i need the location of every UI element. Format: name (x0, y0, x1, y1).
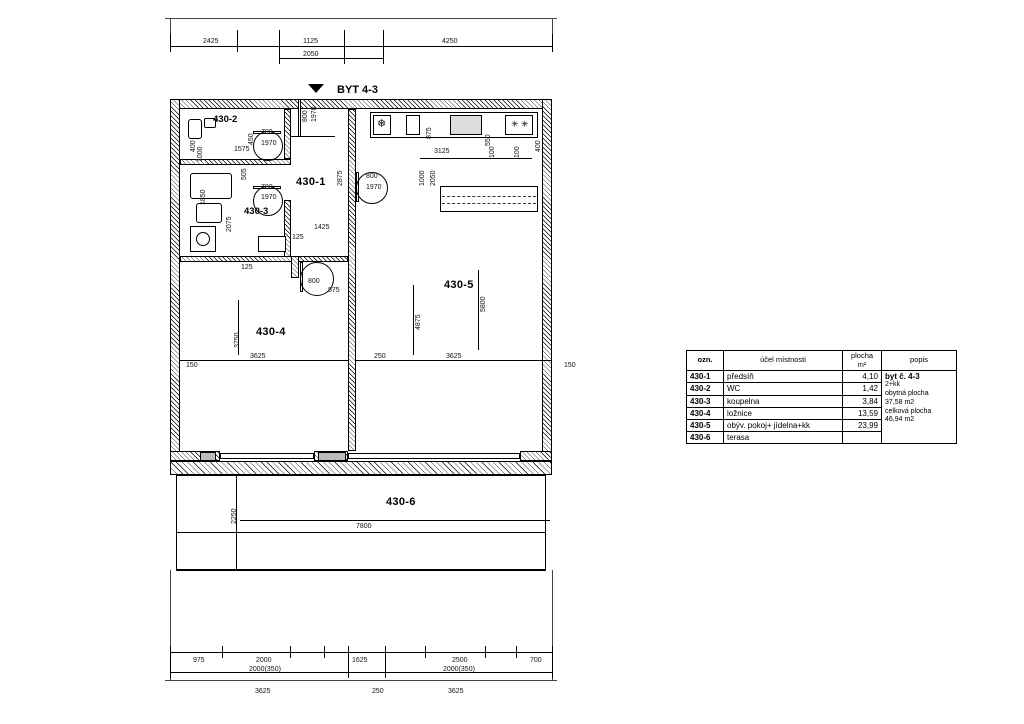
room-schedule-table (686, 350, 957, 444)
room-label-430-1: 430-1 (296, 176, 326, 188)
dimension-text: 450 (248, 133, 255, 145)
dimension-text: 7800 (356, 523, 372, 530)
row-area: 23,99 (843, 420, 882, 432)
dimension-text: 3625 (255, 688, 271, 695)
ext-line (552, 18, 553, 34)
dimension-text: 100 (514, 146, 521, 158)
dimension-text: 1000 (197, 146, 204, 162)
dim-tick (324, 646, 325, 658)
dimension-text: 2425 (203, 38, 219, 45)
dimension-text: 2075 (226, 216, 233, 232)
dimension-text: 125 (241, 264, 253, 271)
dim-tick (385, 646, 386, 678)
row-name: ložnice (724, 407, 843, 419)
dimension-text: 3625 (448, 688, 464, 695)
sink-fixture (406, 115, 420, 135)
description-title: byt č. 4-3 (885, 372, 920, 382)
dimension-text: 700 (261, 129, 273, 136)
wall-partition-vertical-main (348, 109, 356, 451)
row-area (843, 432, 882, 444)
dim-tick (383, 30, 384, 64)
dim-tick (485, 646, 486, 658)
top-dimension-line (170, 46, 552, 47)
dimension-text: 1970 (366, 184, 382, 191)
dimension-text: 1850 (200, 189, 207, 205)
wall-bedroom-top (180, 256, 348, 262)
window-glazing (348, 453, 520, 459)
dimension-text: 3625 (446, 353, 462, 360)
description-line: 46,94 m2 (885, 416, 915, 424)
sheet-line-bottom (165, 680, 557, 681)
dimension-text: 800 (366, 173, 378, 180)
dimension-text: 700 (530, 657, 542, 664)
dimension-text: 150 (186, 362, 198, 369)
row-code: 430-6 (687, 432, 724, 444)
dimension-text: 1625 (352, 657, 368, 664)
dimension-text: 3125 (434, 148, 450, 155)
bottom-dimension-line-2 (170, 672, 552, 673)
dim-witness (413, 285, 414, 355)
dimension-text: 2000 (256, 657, 272, 664)
door-swing-chord (291, 136, 335, 137)
dim-tick (348, 646, 349, 678)
dimension-text: 1125 (303, 38, 319, 45)
dim-tick (222, 646, 223, 658)
wall-top (170, 99, 552, 109)
bottom-dimension-line-1 (170, 652, 552, 653)
fridge-icon: ❄ (377, 118, 387, 130)
terrace-step (318, 452, 346, 461)
dimension-text: 125 (292, 234, 304, 241)
terrace-top-slab (170, 461, 552, 475)
terrace-edge-line (176, 570, 546, 571)
dim-line-bedroom (180, 360, 348, 361)
dimension-text: 800 (302, 110, 309, 122)
description-cell (882, 371, 957, 444)
dimension-text: 400 (535, 140, 542, 152)
dimension-text: 250 (374, 353, 386, 360)
room-label-430-2: 430-2 (213, 114, 238, 125)
island-dashed-line (442, 203, 536, 204)
window-glazing (220, 453, 314, 459)
row-name: WC (724, 383, 843, 395)
dimension-text: 5800 (480, 296, 487, 312)
table-header-row (687, 351, 957, 371)
dim-tick (237, 30, 238, 52)
dim-line-terrace (240, 520, 550, 521)
wall-bottom-right (520, 451, 552, 461)
bathtub-fixture (190, 173, 232, 199)
dim-line-living (356, 360, 552, 361)
island-dashed-line (442, 196, 536, 197)
sheet-line-top (165, 18, 557, 19)
wall-jamb (291, 256, 299, 278)
header-ozn: ozn. (687, 351, 724, 371)
header-ucel: účel místnosti (724, 351, 843, 371)
dimension-text: 2000(350) (443, 666, 475, 673)
dimension-text: 800 (308, 278, 320, 285)
dim-tick (279, 30, 280, 64)
dimension-text: 550 (485, 134, 492, 146)
wall-left (170, 99, 180, 461)
header-plocha-label: plocha (850, 351, 874, 360)
row-code: 430-2 (687, 383, 724, 395)
dim-tick (552, 646, 553, 678)
dimension-text: 150 (564, 362, 576, 369)
dimension-text: 3750 (234, 332, 241, 348)
dimension-text: 100 (489, 146, 496, 158)
room-label-430-3: 430-3 (244, 206, 269, 217)
dim-tick (170, 646, 171, 678)
row-code: 430-3 (687, 395, 724, 407)
row-area: 4,10 (843, 371, 882, 383)
hob-burners-icon: ✳ ✳ (511, 119, 529, 129)
row-code: 430-1 (687, 371, 724, 383)
description-line: 37,58 m2 (885, 398, 915, 406)
dimension-text: 2250 (231, 508, 238, 524)
row-code: 430-4 (687, 407, 724, 419)
terrace-step (200, 452, 216, 461)
dimension-text: 400 (190, 140, 197, 152)
table-row (687, 371, 957, 383)
kitchen-island (440, 186, 538, 212)
description-line: 2+kk (885, 381, 900, 389)
dim-tick (516, 646, 517, 658)
dimension-text: 1425 (314, 224, 330, 231)
dimension-text: 4250 (442, 38, 458, 45)
header-plocha (843, 351, 882, 371)
dimension-text: 1000 (419, 170, 426, 186)
row-area: 1,42 (843, 383, 882, 395)
row-name: obýv. pokoj+ jídelna+kk (724, 420, 843, 432)
wall-wc-right (284, 109, 291, 159)
wall-bath-right (284, 200, 291, 262)
dimension-text: 875 (328, 287, 340, 294)
toilet-fixture (188, 119, 202, 139)
dimension-text: 1970 (261, 140, 277, 147)
dimension-text: 4875 (415, 314, 422, 330)
unit-title: BYT 4-3 (337, 84, 378, 96)
dimension-text: 1970 (261, 194, 277, 201)
row-code: 430-5 (687, 420, 724, 432)
header-popis: popis (882, 351, 957, 371)
entry-arrow-icon (308, 84, 324, 93)
dim-tick (290, 646, 291, 658)
row-name: terasa (724, 432, 843, 444)
dimension-text: 2875 (337, 170, 344, 186)
oven-fixture (450, 115, 482, 135)
dimension-text: 700 (261, 184, 273, 191)
dimension-text: 3625 (250, 353, 266, 360)
dimension-text: 2050 (303, 51, 319, 58)
dimension-text: 1970 (311, 106, 318, 122)
top-dimension-line-2 (279, 58, 383, 59)
row-area: 3,84 (843, 395, 882, 407)
dimension-text: 505 (241, 168, 248, 180)
description-line: obytná plocha (885, 390, 929, 398)
header-plocha-unit: m² (857, 359, 867, 369)
terrace-joint-line (176, 532, 546, 533)
room-label-430-4: 430-4 (256, 326, 286, 338)
ext-line (170, 18, 171, 34)
dimension-text: 250 (372, 688, 384, 695)
dim-tick (425, 646, 426, 658)
dimension-text: 1575 (234, 146, 250, 153)
bath-cabinet-fixture (258, 236, 286, 252)
dimension-text: 975 (193, 657, 205, 664)
dimension-text: 2050 (430, 170, 437, 186)
washbasin-fixture (196, 203, 222, 223)
dim-tick (344, 30, 345, 64)
room-label-430-6: 430-6 (386, 496, 416, 508)
dim-line-kitchen (420, 158, 532, 159)
wall-right (542, 99, 552, 461)
washing-machine-drum-icon (196, 232, 210, 246)
row-area: 13,59 (843, 407, 882, 419)
room-label-430-5: 430-5 (444, 279, 474, 291)
door-leaf-entry (298, 99, 301, 137)
row-name: koupelna (724, 395, 843, 407)
dim-witness (478, 270, 479, 350)
dimension-text: 875 (426, 127, 433, 139)
description-line: celková plocha (885, 407, 932, 415)
dimension-text: 2000(350) (249, 666, 281, 673)
dimension-text: 2500 (452, 657, 468, 664)
row-name: předsíň (724, 371, 843, 383)
